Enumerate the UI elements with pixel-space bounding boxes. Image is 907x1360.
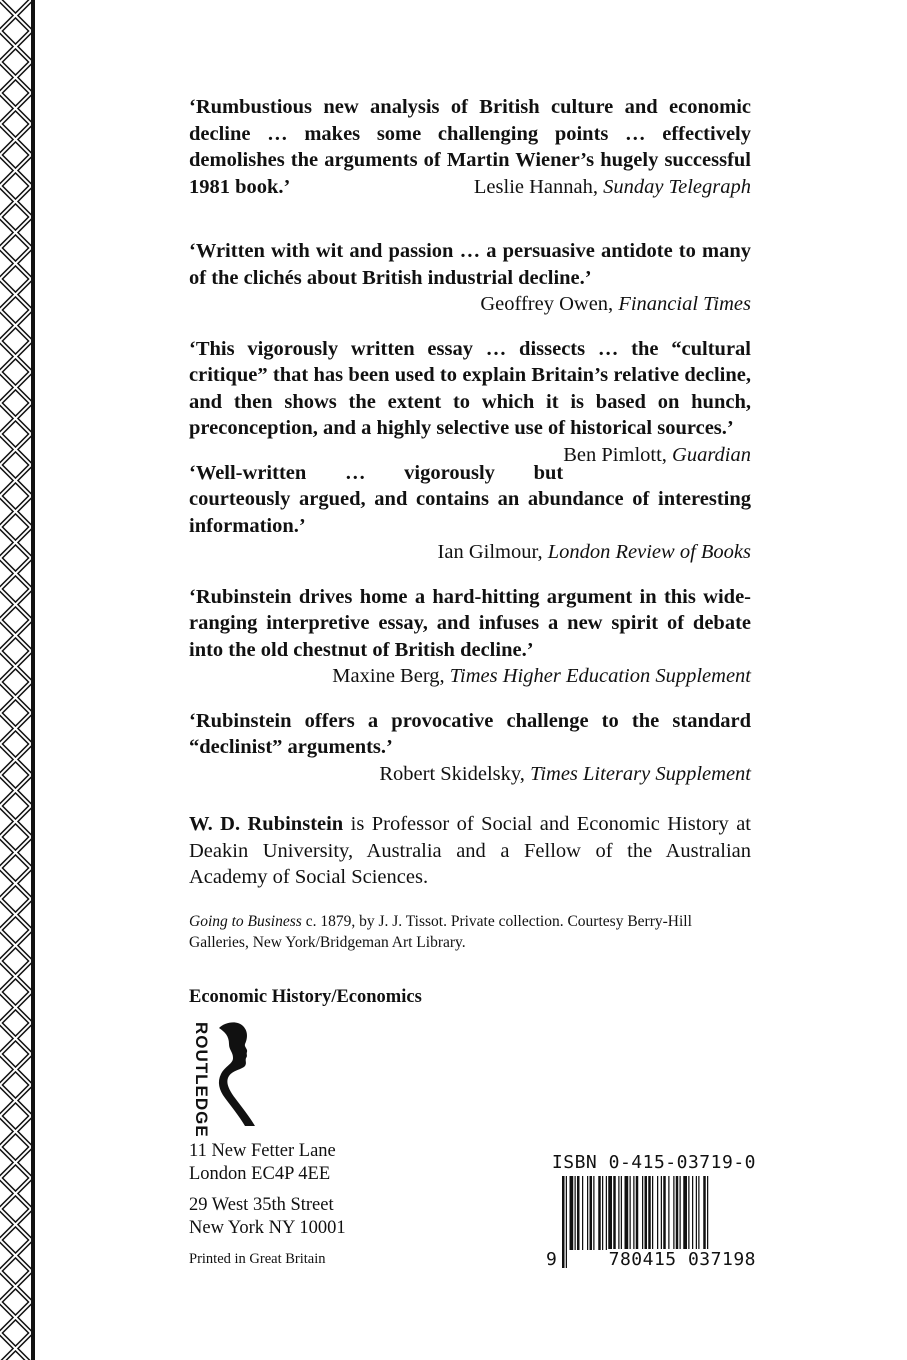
barcode-bar [642, 1176, 643, 1250]
barcode-bar [575, 1176, 576, 1250]
barcode-bar [673, 1176, 674, 1250]
barcode-digits: 780415 037198 [608, 1249, 756, 1270]
quote-body: ‘This vigorously written essay … dissects … the “cultural critique” that has been used to explain Britain’s relative decline, and then shows the extent to which it is based on hunch, preconception, and a highly selective use of historical sources.’ [189, 337, 751, 439]
barcode-bar [657, 1176, 658, 1250]
review-quote [189, 336, 751, 466]
subject-category: Economic History/Economics [189, 986, 422, 1007]
quote-author: Ian Gilmour, [437, 541, 543, 563]
isbn-label: ISBN 0-415-03719-0 [551, 1152, 756, 1173]
quote-text: ‘Rubinstein drives home a hard-hitting argument in this wide-ranging interpretive essay, and infuses a new spirit of debate into the old chestnut of British decline.’ [189, 585, 751, 661]
caption-text: c. 1879, by J. J. Tissot. Private collection. Courtesy Berry-Hill Galleries, New York/Bridgeman Art Library. [189, 912, 692, 951]
printed-note: Printed in Great Britain [189, 1251, 326, 1267]
routledge-r-icon [211, 1020, 263, 1128]
barcode-bar [703, 1176, 706, 1250]
barcode-bar [590, 1176, 593, 1250]
us-address [189, 1194, 346, 1240]
quote-text [189, 94, 751, 200]
barcode-first-digit: 9 [546, 1249, 557, 1270]
barcode-bar [648, 1176, 651, 1250]
barcode-bar [587, 1176, 588, 1250]
quote-text: ‘Well-written … vigorously but courteously argued, and contains an abundance of interesting information.’ [189, 461, 751, 537]
publisher-logo [189, 1020, 269, 1138]
barcode-bar [661, 1176, 662, 1250]
barcode-bar [663, 1176, 666, 1250]
barcode-bar [645, 1176, 648, 1250]
barcode-bar [696, 1176, 697, 1250]
quote-source [189, 761, 751, 788]
barcode-bar [613, 1176, 616, 1250]
quote-text [189, 336, 751, 466]
author-bio [189, 811, 751, 891]
barcode-bar [688, 1176, 689, 1250]
quote-publication: Times Higher Education Supplement [449, 665, 751, 687]
barcode-bar [598, 1176, 601, 1250]
quote-text: ‘Written with wit and passion … a persuasive antidote to many of the clichés about British industrial decline.’ [189, 240, 751, 289]
quote-text: ‘Rubinstein offers a provocative challenge to the standard “declinist” arguments.’ [189, 709, 751, 758]
caption-title: Going to Business [189, 912, 302, 930]
review-quote [189, 584, 751, 690]
quote-publication: Times Literary Supplement [530, 762, 751, 785]
barcode-bar [652, 1176, 653, 1250]
quote-source [474, 174, 751, 201]
quote-author: Leslie Hannah, [473, 175, 598, 198]
back-cover-text [189, 94, 751, 1008]
barcode-bar [562, 1176, 565, 1268]
barcode [546, 1176, 756, 1270]
barcode-bar [606, 1176, 607, 1250]
review-quote [189, 94, 751, 200]
barcode-bar [683, 1176, 687, 1250]
barcode-bar [625, 1176, 629, 1250]
barcode-bar [676, 1176, 679, 1250]
barcode-bar [577, 1176, 580, 1250]
barcode-bar [608, 1176, 612, 1250]
barcode-bar [630, 1176, 631, 1250]
address-line: London EC4P 4EE [189, 1164, 331, 1184]
publisher-address [189, 1140, 346, 1271]
barcode-bar [633, 1176, 634, 1250]
quote-source [189, 539, 751, 566]
quote-body: ‘Rumbustious new analysis of British culture and economic decline … makes some challenging points … effectively demolishes the arguments of Martin Wiener’s hugely successful 1981 book.’ [189, 96, 751, 198]
barcode-bar [618, 1176, 619, 1250]
author-name: W. D. Rubinstein [189, 813, 344, 835]
quote-publication: Financial Times [618, 293, 751, 315]
address-line: New York NY 10001 [189, 1218, 346, 1238]
publisher-wordmark [189, 1020, 213, 1138]
quote-source [563, 442, 751, 469]
quote-author: Ben Pimlott, [563, 443, 667, 466]
bio-text: is Professor of Social and Economic History at Deakin University, Australia and a Fellow of the Australian Academy of Social Sciences. [189, 813, 751, 888]
address-line: 11 New Fetter Lane [189, 1141, 336, 1161]
barcode-bar [680, 1176, 681, 1250]
barcode-bar [570, 1176, 574, 1250]
barcode-bar [668, 1176, 669, 1250]
quote-source [189, 663, 751, 690]
quote-source [189, 291, 751, 318]
barcode-bar [593, 1176, 594, 1250]
barcode-bar [698, 1176, 699, 1250]
publisher-name: ROUTLEDGE [192, 1022, 211, 1138]
quote-publication: Guardian [672, 443, 751, 466]
review-quote [189, 708, 751, 788]
quote-publication: Sunday Telegraph [603, 175, 751, 198]
barcode-bar [692, 1176, 693, 1250]
quote-publication: London Review of Books [547, 541, 751, 563]
barcode-bar [582, 1176, 583, 1250]
isbn-block [546, 1152, 756, 1270]
cover-caption [189, 911, 751, 953]
quote-author: Maxine Berg, [332, 665, 445, 687]
review-quote [189, 238, 751, 318]
review-quote [189, 460, 751, 566]
barcode-bar [602, 1176, 603, 1250]
uk-address [189, 1140, 346, 1186]
address-line: 29 West 35th Street [189, 1195, 334, 1215]
quote-author: Robert Skidelsky, [379, 762, 525, 785]
barcode-bar [566, 1176, 567, 1268]
decorative-border [0, 0, 35, 1360]
barcode-bar [621, 1176, 622, 1250]
quote-author: Geoffrey Owen, [480, 293, 614, 315]
